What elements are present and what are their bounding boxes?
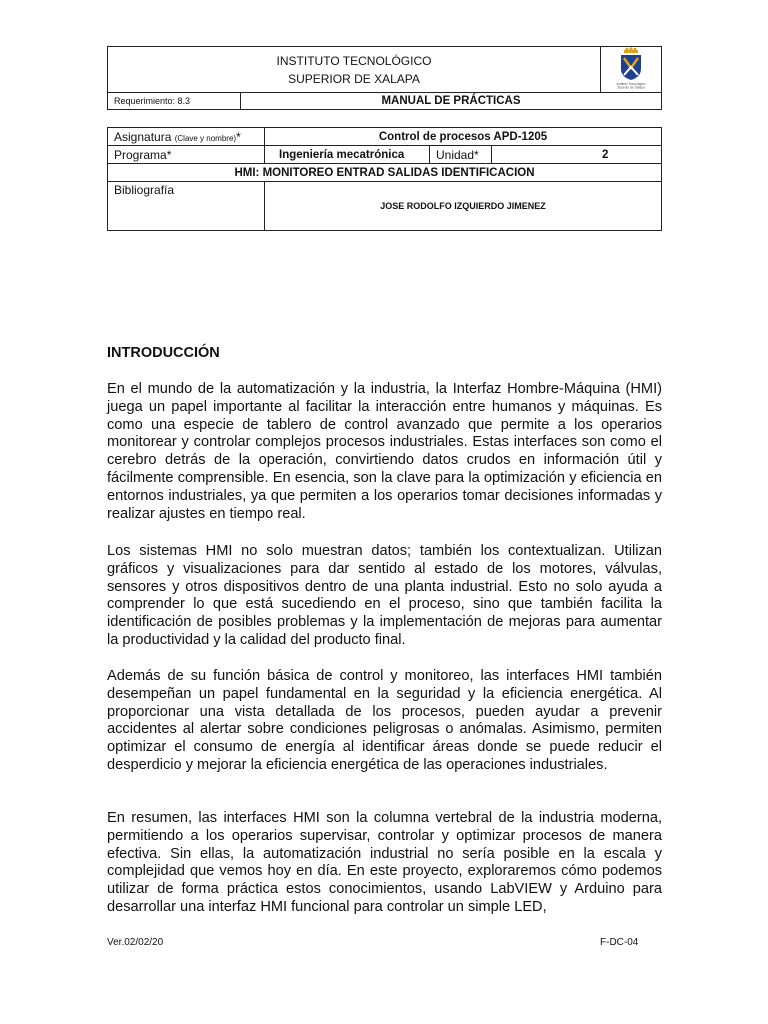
programa-label: Programa*	[108, 146, 265, 164]
unidad-value: 2	[492, 146, 662, 164]
manual-title: MANUAL DE PRÁCTICAS	[241, 93, 662, 110]
requirement-code: Requerimiento: 8.3	[108, 93, 241, 110]
bibliografia-label: Bibliografía	[108, 182, 265, 231]
asignatura-note: (Clave y nombre)	[174, 133, 237, 143]
institute-line-2: SUPERIOR DE XALAPA	[288, 71, 420, 86]
paragraph-1: En el mundo de la automatización y la industria, la Interfaz Hombre-Máquina (HMI) juega un papel importante al facilitar la interacción entre humanos y máquinas. Es como una especie de tablero de control avanzado que permite a los operarios monitorear y controlar complejos procesos industriales. Estas interfaces son como el cerebro detrás de la operación, convirtiendo datos crudos en información útil y fácilmente comprensible. En esencia, son la clave para la optimización y eficiencia en entornos industriales, ya que permiten a los operarios tomar decisiones informadas y realizar ajustes en tiempo real.	[107, 381, 662, 522]
footer-version: Ver.02/02/20	[107, 937, 164, 948]
logo-cell	[601, 47, 662, 93]
asignatura-value: Control de procesos APD-1205	[265, 128, 662, 146]
institute-logo-icon	[609, 47, 653, 89]
paragraph-2: Los sistemas HMI no solo muestran datos; también los contextualizan. Utilizan gráficos y visualizaciones para dar sentido al estado de los motores, válvulas, sensores y otros dispositivos dentro de una planta industrial. Esto no solo ayuda a comprender lo que está sucediendo en el proceso, sino que también facilita la identificación de posibles problemas y la implementación de mejoras para aumentar la productividad y la calidad del producto final.	[107, 543, 662, 648]
document-header	[107, 46, 662, 110]
asignatura-star: *	[236, 129, 241, 144]
footer-form-code: F-DC-04	[600, 937, 639, 948]
institute-name	[108, 47, 601, 93]
subject-table	[107, 127, 662, 231]
practice-title: HMI: MONITOREO ENTRAD SALIDAS IDENTIFICACION	[108, 164, 662, 182]
logo-caption-1: Instituto Tecnológico	[616, 82, 646, 86]
asignatura-label-cell	[108, 128, 265, 146]
paragraph-3: Además de su función básica de control y monitoreo, las interfaces HMI también desempeñan un papel fundamental en la seguridad y la eficiencia energética. Al proporcionar una vista detallada de los procesos, pueden ayudar a prevenir accidentes al alertar sobre condiciones peligrosas o anómalas. Asimismo, permiten optimizar el consumo de energía al identificar áreas donde se puede reducir el desperdicio y mejorar la eficiencia energética de las operaciones industriales.	[107, 668, 662, 773]
unidad-label: Unidad*	[430, 146, 492, 164]
asignatura-label: Asignatura	[114, 129, 172, 144]
paragraph-4: En resumen, las interfaces HMI son la columna vertebral de la industria moderna, permitiendo a los operarios supervisar, controlar y optimizar procesos de manera efectiva. Sin ellas, la automatización industrial no sería posible en la escala y complejidad que vemos hoy en día. En este proyecto, exploraremos cómo podemos utilizar de forma práctica estos conocimientos, usando LabVIEW y Arduino para desarrollar una interfaz HMI funcional para controlar un simple LED,	[107, 810, 662, 915]
logo-caption-2: Superior de Xalapa	[617, 85, 645, 89]
author-name: JOSE RODOLFO IZQUIERDO JIMENEZ	[265, 182, 662, 231]
section-heading: INTRODUCCIÓN	[107, 345, 220, 361]
programa-value: Ingeniería mecatrónica	[265, 146, 430, 164]
institute-line-1: INSTITUTO TECNOLÓGICO	[276, 53, 432, 68]
